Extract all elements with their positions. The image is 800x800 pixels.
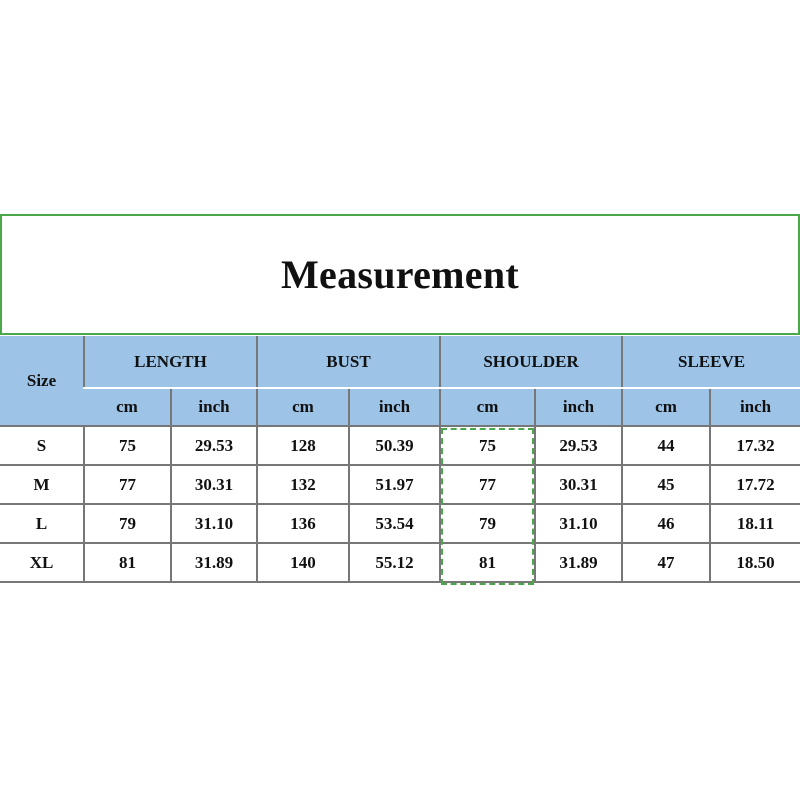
table-cell: 81 [440, 543, 535, 582]
table-cell: 44 [622, 426, 710, 465]
table-row [0, 465, 800, 504]
table-cell: 132 [257, 465, 349, 504]
unit-header: inch [535, 388, 622, 426]
unit-header: inch [710, 388, 800, 426]
table-cell: 47 [622, 543, 710, 582]
size-cell: S [0, 426, 84, 465]
table-cell: 29.53 [171, 426, 257, 465]
table-cell: 45 [622, 465, 710, 504]
header-row-groups [0, 336, 800, 388]
length-group-header: LENGTH [84, 336, 257, 388]
table-cell: 79 [440, 504, 535, 543]
size-column-header: Size [0, 336, 84, 426]
page-title: Measurement [280, 252, 520, 297]
table-cell: 46 [622, 504, 710, 543]
title-banner [0, 214, 800, 335]
table-cell: 51.97 [349, 465, 440, 504]
size-cell: M [0, 465, 84, 504]
table-cell: 136 [257, 504, 349, 543]
table-cell: 81 [84, 543, 171, 582]
table-cell: 75 [84, 426, 171, 465]
table-cell: 18.11 [710, 504, 800, 543]
table-cell: 140 [257, 543, 349, 582]
table-cell: 31.89 [535, 543, 622, 582]
size-cell: L [0, 504, 84, 543]
table-cell: 17.32 [710, 426, 800, 465]
table-cell: 31.10 [171, 504, 257, 543]
size-cell: XL [0, 543, 84, 582]
table-row [0, 543, 800, 582]
unit-header: cm [257, 388, 349, 426]
table-cell: 17.72 [710, 465, 800, 504]
table-cell: 79 [84, 504, 171, 543]
table-row [0, 504, 800, 543]
shoulder-group-header: SHOULDER [440, 336, 622, 388]
unit-header: inch [171, 388, 257, 426]
bust-group-header: BUST [257, 336, 440, 388]
unit-header: inch [349, 388, 440, 426]
table-cell: 128 [257, 426, 349, 465]
table-cell: 30.31 [171, 465, 257, 504]
table-cell: 31.89 [171, 543, 257, 582]
table-row [0, 426, 800, 465]
table-cell: 30.31 [535, 465, 622, 504]
table-cell: 50.39 [349, 426, 440, 465]
table-cell: 77 [84, 465, 171, 504]
unit-header: cm [622, 388, 710, 426]
table-cell: 75 [440, 426, 535, 465]
table-cell: 18.50 [710, 543, 800, 582]
table-cell: 31.10 [535, 504, 622, 543]
unit-header: cm [84, 388, 171, 426]
unit-header: cm [440, 388, 535, 426]
table-cell: 53.54 [349, 504, 440, 543]
sleeve-group-header: SLEEVE [622, 336, 800, 388]
table-cell: 55.12 [349, 543, 440, 582]
size-chart-table [0, 336, 800, 583]
table-cell: 29.53 [535, 426, 622, 465]
table-cell: 77 [440, 465, 535, 504]
header-row-units [0, 388, 800, 426]
